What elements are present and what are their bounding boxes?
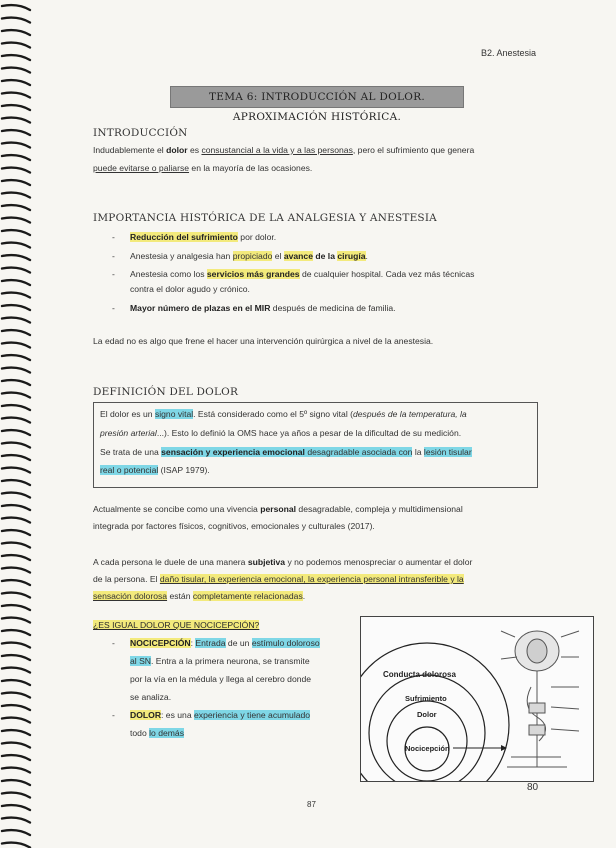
text: : es una <box>161 710 194 720</box>
spiral-ring <box>2 443 30 448</box>
text: la <box>412 447 424 457</box>
intro-line-2 <box>93 161 553 176</box>
text: . <box>365 251 368 261</box>
text: Se trata de una <box>100 447 162 457</box>
spiral-ring <box>2 618 30 623</box>
spiral-ring <box>2 755 30 760</box>
bullet-dash: - <box>112 638 115 648</box>
spiral-ring <box>2 705 30 710</box>
bullet-dash: - <box>112 232 115 242</box>
spiral-ring <box>2 193 30 198</box>
text-highlight: completamente relacionadas <box>192 591 303 601</box>
text-underlined: consustancial a la vida y a las personas <box>201 145 353 155</box>
text-underlined: puede evitarse o paliarse <box>93 163 190 173</box>
label-nocicepcion: Nocicepción <box>405 744 450 753</box>
text-highlight: lesión tisular <box>423 447 472 457</box>
spiral-ring <box>2 818 30 823</box>
text: están <box>167 591 193 601</box>
spiral-ring <box>2 668 30 673</box>
spiral-ring <box>2 93 30 98</box>
text-bold: subjetiva <box>247 557 286 567</box>
spiral-ring <box>2 5 30 10</box>
spiral-ring <box>2 655 30 660</box>
spiral-ring <box>2 30 30 35</box>
page-title: TEMA 6: INTRODUCCIÓN AL DOLOR. APROXIMACIÓN HISTÓRICA. <box>170 86 464 108</box>
heading-introduccion: INTRODUCCIÓN <box>93 127 188 139</box>
text: : <box>190 638 196 648</box>
spiral-ring <box>2 180 30 185</box>
text: todo <box>130 728 150 738</box>
spiral-ring <box>2 518 30 523</box>
text: (ISAP 1979). <box>158 465 210 475</box>
text: Indudablemente el <box>93 145 167 155</box>
edad-paragraph: La edad no es algo que frene el hacer una intervención quirúrgica a nivel de la anestesia. <box>93 336 434 346</box>
text-highlight: experiencia y tiene acumulado <box>194 710 311 720</box>
figure-svg <box>361 617 593 781</box>
actualmente-line-2: integrada por factores físicos, cognitivos, emocionales y culturales (2017). <box>93 521 375 531</box>
text-highlight: ¿ES IGUAL DOLOR QUE NOCICEPCIÓN? <box>93 620 260 630</box>
heading-importancia: IMPORTANCIA HISTÓRICA DE LA ANALGESIA Y ANESTESIA <box>93 212 437 224</box>
spiral-ring <box>2 155 30 160</box>
spiral-ring <box>2 105 30 110</box>
spiral-ring <box>2 380 30 385</box>
text-highlight: real o potencial <box>100 465 159 475</box>
text-bold: dolor <box>166 145 188 155</box>
definition-line-1 <box>100 407 536 422</box>
spiral-ring <box>2 718 30 723</box>
list-item-continued <box>130 726 356 741</box>
spiral-ring <box>2 393 30 398</box>
spiral-ring <box>2 18 30 23</box>
text: , pero el sufrimiento que genera <box>352 145 475 155</box>
spiral-ring <box>2 368 30 373</box>
spiral-ring <box>2 643 30 648</box>
text: . <box>302 591 306 601</box>
spiral-ring <box>2 480 30 485</box>
spiral-ring <box>2 493 30 498</box>
text: desagradable, compleja y multidimensional <box>296 504 463 514</box>
list-item <box>112 708 356 723</box>
text-bold: Mayor número de plazas en el MIR <box>130 303 271 313</box>
text-bold: de la <box>313 251 338 261</box>
spiral-ring <box>2 68 30 73</box>
text-highlight: al SN <box>130 656 152 666</box>
cada-line-1 <box>93 555 553 570</box>
text: de cualquier hospital. Cada vez más técnicas <box>299 269 475 279</box>
list-item <box>112 301 396 316</box>
text-highlight: DOLOR <box>130 710 162 720</box>
spiral-ring <box>2 268 30 273</box>
text: Anestesia y analgesia han <box>130 251 233 261</box>
text-italic: presión arterial <box>100 428 157 438</box>
header-subject: B2. Anestesia <box>480 48 536 58</box>
text: por dolor. <box>237 232 277 242</box>
text: . Está considerado como el 5º signo vital ( <box>193 409 353 419</box>
text-highlight: sensación dolorosa <box>93 591 168 601</box>
bullet-dash: - <box>112 269 115 279</box>
spiral-binding <box>0 0 40 848</box>
spiral-ring <box>2 230 30 235</box>
bullet-dash: - <box>112 710 115 720</box>
spiral-ring <box>2 168 30 173</box>
spiral-ring <box>2 830 30 835</box>
spiral-ring <box>2 543 30 548</box>
bullet-dash: - <box>112 251 115 261</box>
spiral-ring <box>2 505 30 510</box>
text: después de medicina de familia. <box>270 303 396 313</box>
definition-line-4 <box>100 463 536 478</box>
definition-line-3 <box>100 445 536 460</box>
list-item-continued: se analiza. <box>130 692 172 702</box>
label-conducta: Conducta dolorosa <box>383 670 456 679</box>
spiral-ring <box>2 218 30 223</box>
text-highlight: servicios más grandes <box>206 269 300 279</box>
text: contra el dolor agudo y crónico. <box>130 284 250 294</box>
spiral-ring <box>2 118 30 123</box>
spiral-ring <box>2 330 30 335</box>
pain-model-figure <box>360 616 594 782</box>
spiral-ring <box>2 680 30 685</box>
spiral-ring <box>2 630 30 635</box>
spiral-ring <box>2 743 30 748</box>
spiral-ring <box>2 730 30 735</box>
list-item <box>112 230 277 245</box>
spiral-ring <box>2 568 30 573</box>
question-heading <box>93 620 355 634</box>
text: de un <box>225 638 252 648</box>
text-highlight: cirugía <box>337 251 366 261</box>
text: el <box>272 251 284 261</box>
text: Anestesia como los <box>130 269 207 279</box>
list-item-continued <box>130 654 356 669</box>
text-highlight: estímulo doloroso <box>251 638 320 648</box>
heading-definicion: DEFINICIÓN DEL DOLOR <box>93 386 239 398</box>
list-item <box>112 636 356 651</box>
text-highlight: Entrada <box>195 638 226 648</box>
spiral-ring <box>2 343 30 348</box>
text-highlight: lo demás <box>149 728 184 738</box>
spiral-ring <box>2 768 30 773</box>
text-highlight: NOCICEPCIÓN <box>130 638 191 648</box>
text: El dolor es un <box>100 409 155 419</box>
spiral-ring <box>2 843 30 848</box>
label-dolor: Dolor <box>417 710 437 719</box>
spiral-ring <box>2 605 30 610</box>
figure-number: 80 <box>527 782 539 793</box>
cada-line-3 <box>93 589 553 604</box>
spiral-ring <box>2 793 30 798</box>
text-highlight: Reducción del sufrimiento <box>130 232 238 242</box>
spiral-ring <box>2 580 30 585</box>
text: . Entra a la primera neurona, se transmite <box>151 656 310 666</box>
list-item <box>112 267 540 297</box>
bullet-dash: - <box>112 303 115 313</box>
text-highlight: avance <box>283 251 313 261</box>
spiral-ring <box>2 305 30 310</box>
actualmente-line-1 <box>93 502 553 517</box>
spiral-ring <box>2 43 30 48</box>
label-sufrimiento: Sufrimiento <box>405 694 447 703</box>
text-highlight: signo vital <box>154 409 194 419</box>
spiral-ring <box>2 468 30 473</box>
text-bold: personal <box>260 504 297 514</box>
list-item <box>112 249 368 264</box>
spiral-ring <box>2 780 30 785</box>
spiral-ring <box>2 555 30 560</box>
spiral-ring <box>2 593 30 598</box>
text: y no podemos menospreciar o aumentar el dolor <box>285 557 473 567</box>
text: ...). Esto lo definió la OMS hace ya años a pesar de la dificultad de su medición. <box>156 428 462 438</box>
spiral-ring <box>2 130 30 135</box>
text-highlight: sensación y experiencia emocional <box>161 447 305 457</box>
spiral-ring <box>2 243 30 248</box>
spiral-ring <box>2 805 30 810</box>
spiral-ring <box>2 455 30 460</box>
spiral-ring <box>2 418 30 423</box>
text-highlight: daño tisular, la experiencia emocional, la experiencia personal intransferible y la <box>159 574 464 584</box>
text: A cada persona le duele de una manera <box>93 557 248 567</box>
text-highlight: propiciado <box>232 251 273 261</box>
spiral-ring <box>2 55 30 60</box>
spiral-ring <box>2 143 30 148</box>
spiral-ring <box>2 530 30 535</box>
page-number: 87 <box>307 800 316 809</box>
text: en la mayoría de las ocasiones. <box>189 163 313 173</box>
cada-line-2 <box>93 572 553 587</box>
intro-line-1 <box>93 143 553 158</box>
spiral-ring <box>2 355 30 360</box>
text: es <box>187 145 202 155</box>
spiral-ring <box>2 80 30 85</box>
text-italic: después de la temperatura, la <box>352 409 467 419</box>
list-item-continued: por la vía en la médula y llega al cerebro donde <box>130 674 312 684</box>
spiral-ring <box>2 293 30 298</box>
spiral-ring <box>2 430 30 435</box>
spiral-ring <box>2 255 30 260</box>
text-highlight: desagradable asociada con <box>304 447 413 457</box>
spiral-ring <box>2 405 30 410</box>
spiral-ring <box>2 205 30 210</box>
circle-sufrimiento <box>369 675 485 781</box>
neuro-pathway-illustration <box>501 631 579 767</box>
text: de la persona. El <box>93 574 160 584</box>
text: Actualmente se concibe como una vivencia <box>93 504 261 514</box>
definition-line-2 <box>100 426 536 441</box>
spiral-ring <box>2 280 30 285</box>
spiral-ring <box>2 693 30 698</box>
spiral-ring <box>2 318 30 323</box>
